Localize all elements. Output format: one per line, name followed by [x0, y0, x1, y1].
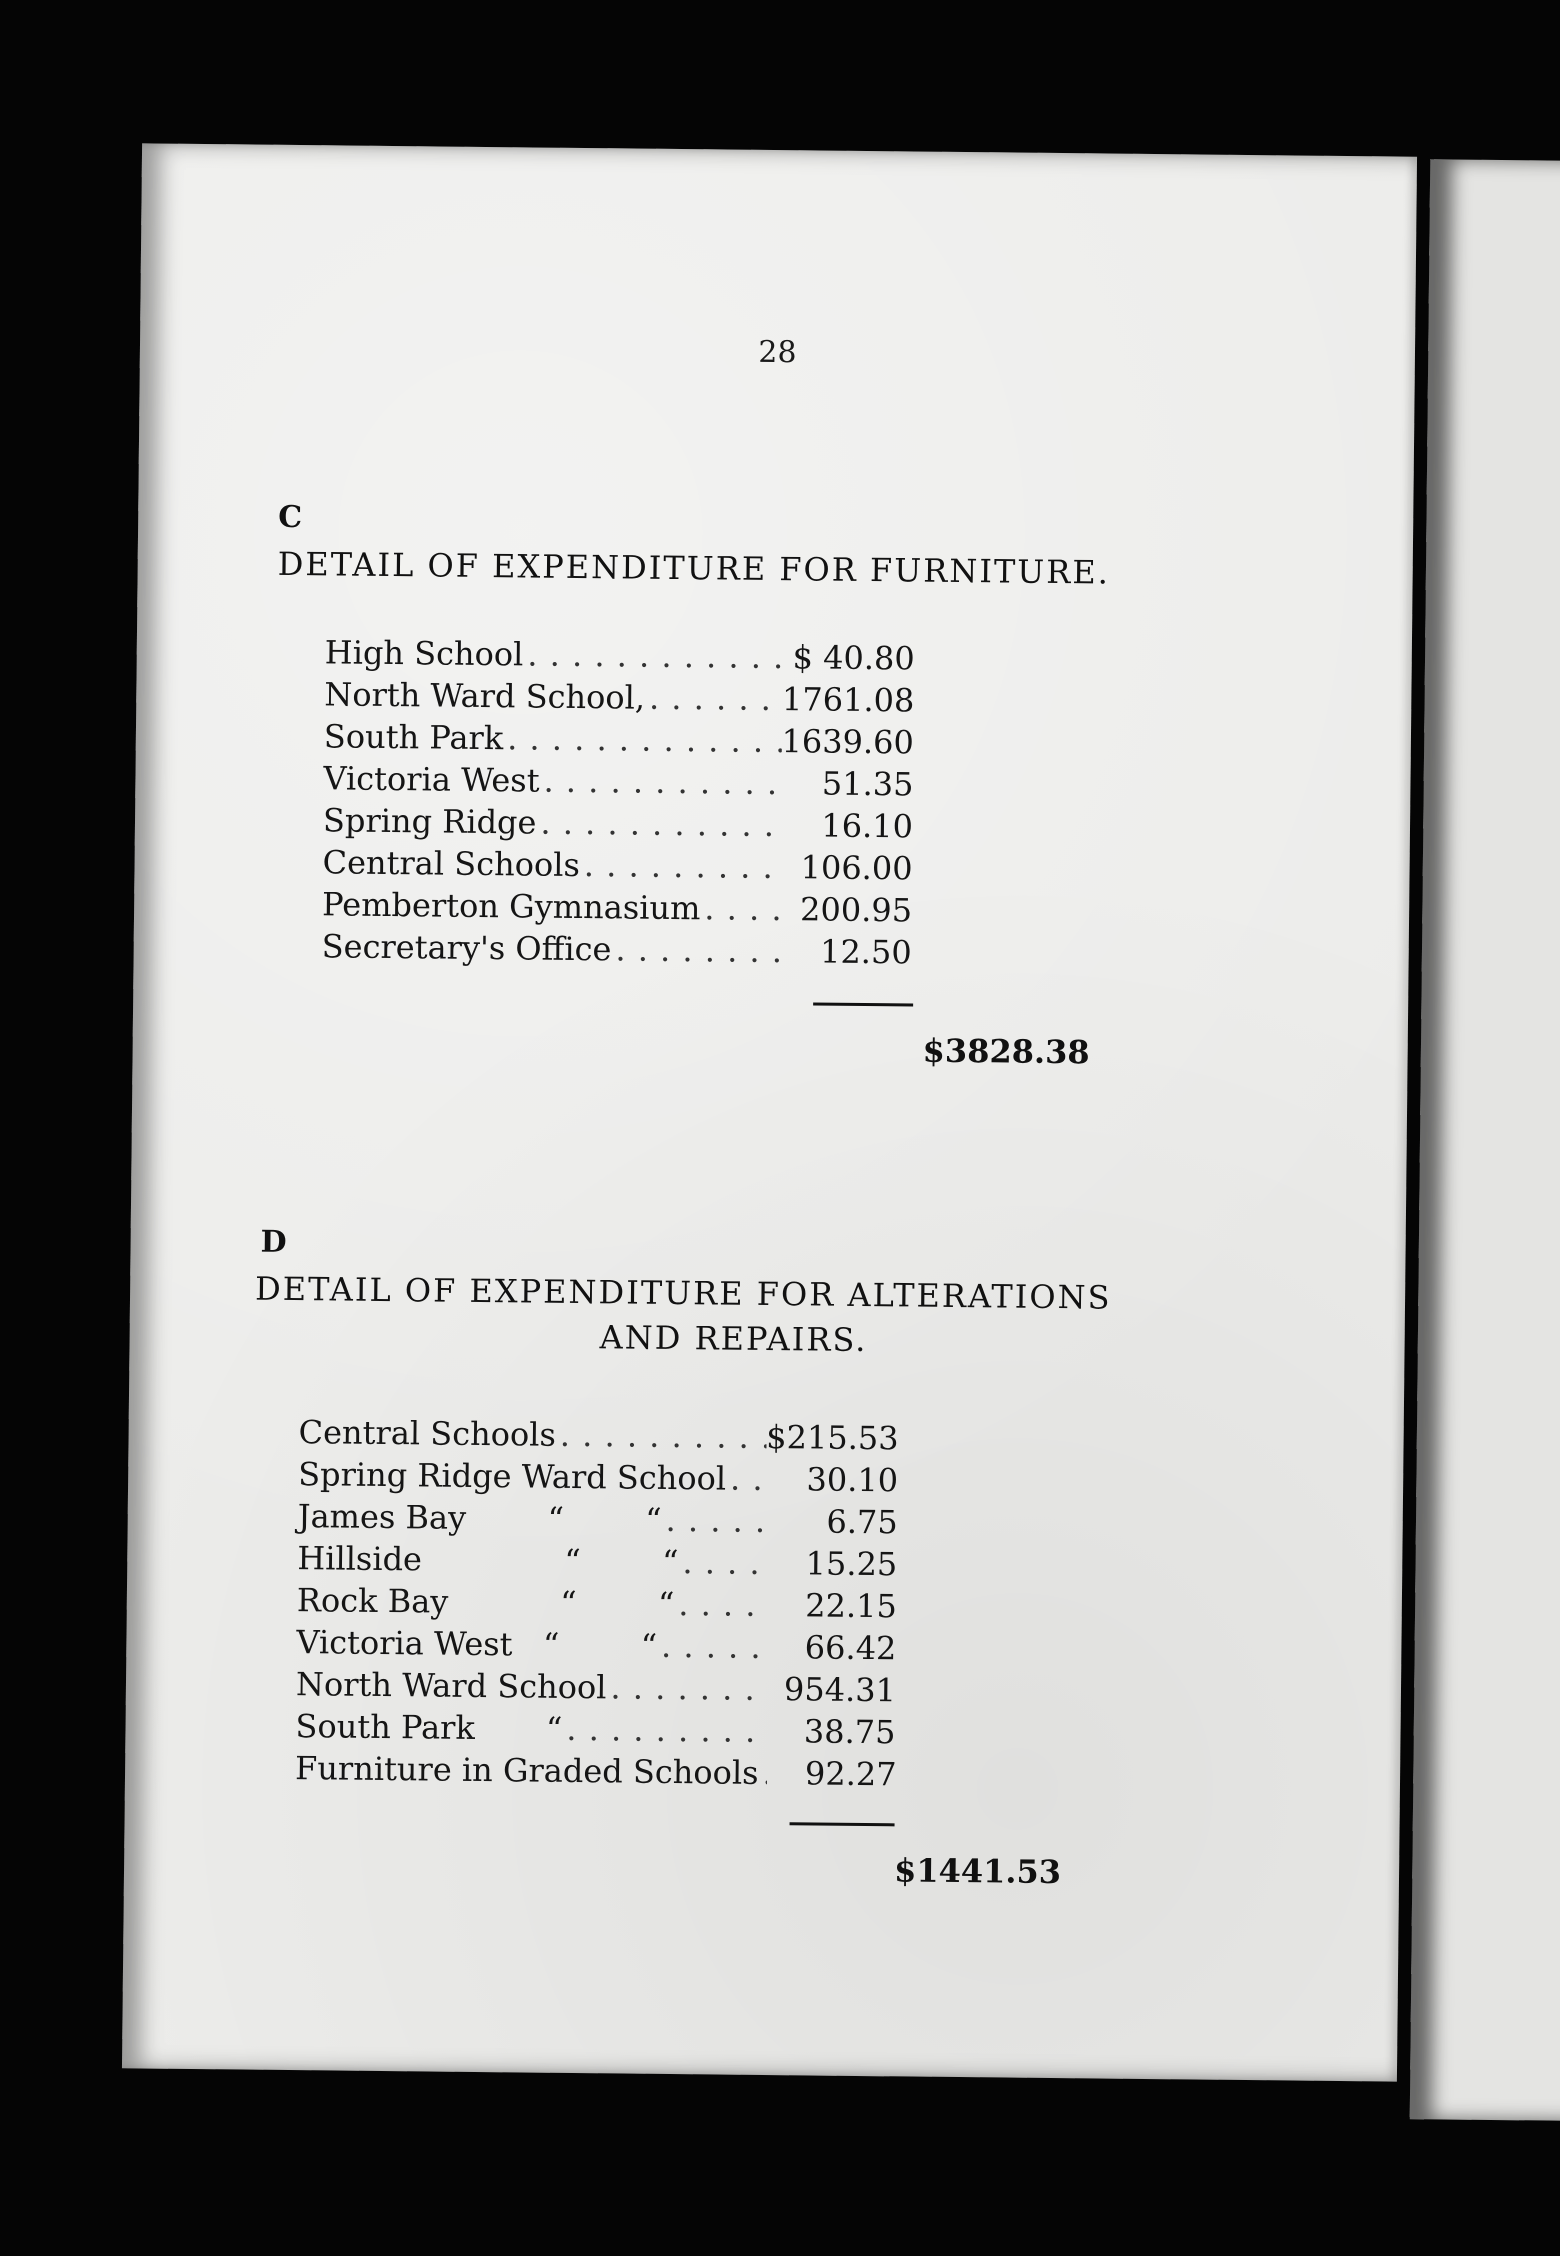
item-amount: 51.35 [821, 764, 914, 804]
item-label: Spring Ridge Ward School [297, 1455, 727, 1498]
leader-dots [645, 679, 782, 718]
section-d-heading-line1: DETAIL OF EXPENDITURE FOR ALTERATIONS [254, 1269, 1112, 1317]
leader-dots [580, 846, 783, 886]
leader-dots [503, 719, 782, 760]
item-amount: 954.31 [783, 1670, 897, 1710]
item-label: Pemberton Gymnasium [321, 885, 701, 928]
list-item [323, 801, 913, 849]
document-page [122, 143, 1417, 2081]
item-amount: 92.27 [804, 1754, 897, 1794]
furniture-expenditure-list [321, 633, 914, 975]
list-item [297, 1539, 897, 1587]
page-number: 28 [758, 334, 797, 371]
leader-dots [700, 889, 782, 928]
item-amount: 16.10 [821, 806, 914, 846]
leader-dots [562, 1710, 766, 1750]
item-label: South Park [323, 717, 504, 758]
item-label: Central Schools [298, 1413, 557, 1454]
item-label: Secretary's Office [321, 927, 612, 969]
item-label: James Bay “ “ [297, 1497, 662, 1539]
repairs-expenditure-list [295, 1413, 899, 1797]
list-item [321, 927, 911, 975]
leader-dots [606, 1668, 766, 1708]
list-item [296, 1665, 896, 1713]
sum-rule [790, 1822, 895, 1826]
item-label: Rock Bay “ “ [296, 1581, 675, 1624]
list-item [324, 717, 914, 765]
item-amount: 12.50 [819, 932, 912, 972]
leader-dots [661, 1501, 767, 1540]
list-item [296, 1623, 896, 1671]
list-item [323, 759, 913, 807]
list-item [295, 1707, 895, 1755]
item-amount: $ 40.80 [792, 638, 915, 678]
sum-rule [813, 1002, 913, 1006]
item-label: Hillside “ “ [297, 1539, 679, 1582]
leader-dots [674, 1585, 767, 1624]
section-d-total: $1441.53 [893, 1851, 1062, 1892]
section-d-letter: D [260, 1224, 287, 1260]
item-amount: 1639.60 [781, 722, 915, 762]
list-item [295, 1749, 895, 1797]
facing-page-edge [1410, 159, 1560, 2121]
leader-dots [657, 1627, 767, 1666]
list-item [298, 1413, 898, 1461]
section-d-heading-line2: AND REPAIRS. [599, 1318, 868, 1360]
list-item [324, 675, 914, 723]
leader-dots [536, 804, 783, 845]
leader-dots [678, 1543, 767, 1582]
item-amount: 66.42 [804, 1628, 897, 1668]
item-label: Victoria West [323, 759, 540, 800]
section-c-heading: DETAIL OF EXPENDITURE FOR FURNITURE. [277, 544, 1111, 592]
item-label: North Ward School, [324, 675, 646, 717]
item-label: Victoria West “ “ [296, 1623, 658, 1665]
list-item [297, 1581, 897, 1629]
item-label: North Ward School [295, 1665, 607, 1707]
item-amount: $215.53 [766, 1417, 899, 1458]
leader-dots [611, 930, 782, 970]
list-item [325, 633, 915, 681]
item-amount: 6.75 [826, 1502, 898, 1542]
item-amount: 22.15 [805, 1586, 898, 1626]
leader-dots [539, 762, 783, 803]
item-amount: 38.75 [803, 1712, 896, 1752]
item-label: High School [324, 633, 524, 674]
item-amount: 106.00 [800, 848, 913, 888]
item-label: Spring Ridge [322, 801, 537, 842]
item-label: South Park “ [295, 1707, 563, 1748]
section-c-letter: C [278, 499, 303, 536]
item-label: Central Schools [322, 843, 581, 884]
item-amount: 30.10 [806, 1460, 899, 1500]
item-amount: 200.95 [799, 890, 913, 930]
item-amount: 15.25 [805, 1544, 898, 1584]
item-label: Furniture in Graded Schools [294, 1749, 759, 1792]
list-item [298, 1455, 898, 1503]
list-item [298, 1497, 898, 1545]
leader-dots [556, 1416, 767, 1456]
section-c-total: $3828.38 [922, 1031, 1090, 1072]
item-amount: 1761.08 [781, 680, 915, 720]
leader-dots [523, 635, 785, 676]
list-item [322, 885, 912, 933]
list-item [322, 843, 912, 891]
leader-dots [726, 1460, 768, 1498]
